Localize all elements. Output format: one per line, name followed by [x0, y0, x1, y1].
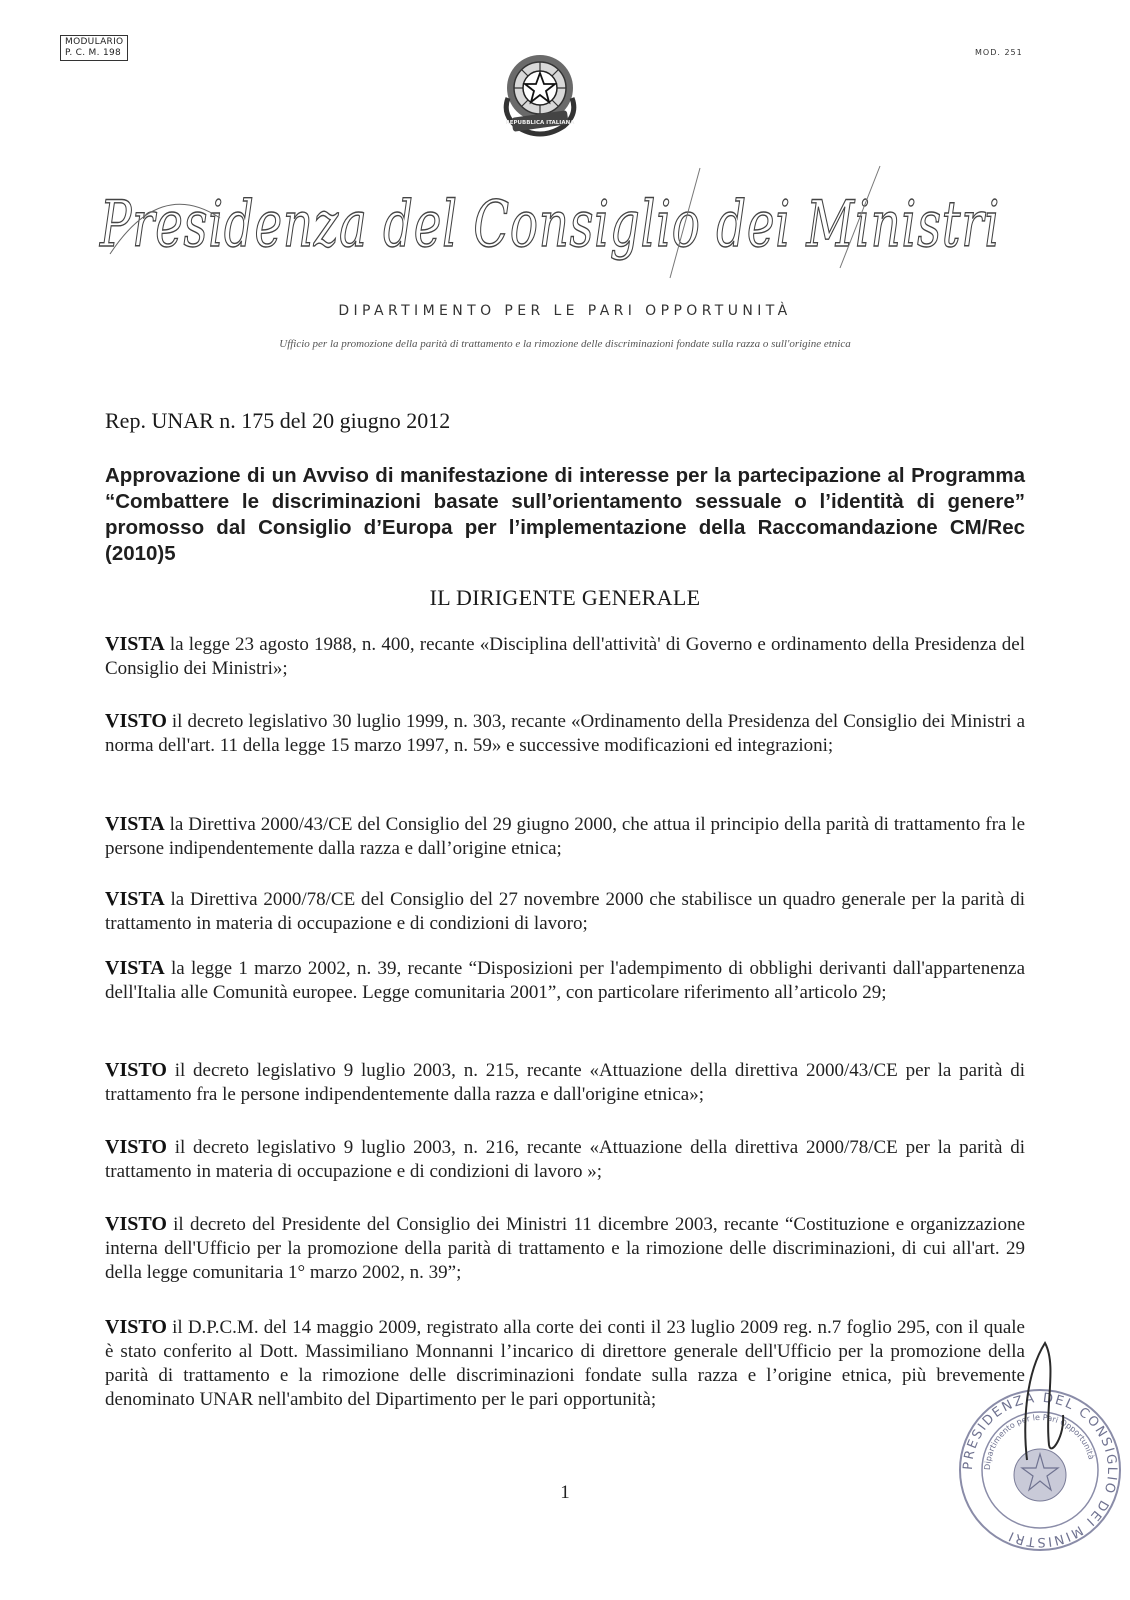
- modulario-box: [60, 35, 128, 61]
- paragraph-text: la Direttiva 2000/78/CE del Consiglio del 27 novembre 2000 che stabilisce un quadro generale per la parità di trattamento in materia di occupazione e di condizioni di lavoro;: [105, 889, 1026, 934]
- paragraph-lead: VISTO: [105, 1213, 167, 1235]
- italian-republic-emblem-icon: [498, 48, 582, 144]
- page-number: 1: [560, 1482, 570, 1503]
- paragraph: [105, 1212, 1025, 1285]
- paragraph: [105, 956, 1025, 1005]
- paragraph-text: la legge 1 marzo 2002, n. 39, recante “Disposizioni per l'adempimento di obblighi derivanti dall'appartenenza dell'Italia alle Comunità europee. Legge comunitaria 2001”, con particolare riferimento all’articolo 29;: [105, 958, 1025, 1003]
- paragraph-lead: VISTA: [105, 957, 165, 979]
- paragraph: [105, 1135, 1025, 1184]
- paragraph-text: il decreto legislativo 9 luglio 2003, n. 216, recante «Attuazione della direttiva 2000/78/CE per la parità di trattamento in materia di occupazione e di condizioni di lavoro »;: [105, 1137, 1025, 1182]
- paragraph-text: la legge 23 agosto 1988, n. 400, recante «Disciplina dell'attività' di Governo e ordinamento della Presidenza del Consiglio dei Ministri»;: [105, 634, 1026, 679]
- emblem-ribbon-text: REPUBBLICA ITALIANA: [505, 120, 575, 126]
- paragraph-text: la Direttiva 2000/43/CE del Consiglio del 29 giugno 2000, che attua il principio della parità di trattamento fra le persone indipendentemente dalla razza e dall’origine etnica;: [105, 814, 1026, 859]
- document-heading: IL DIRIGENTE GENERALE: [429, 585, 701, 610]
- paragraph-lead: VISTA: [105, 813, 165, 835]
- paragraph-text: il decreto del Presidente del Consiglio dei Ministri 11 dicembre 2003, recante “Costituzione e organizzazione interna dell'Ufficio per la promozione della parità di trattamento e la rimozione delle discriminazioni, di cui all'art. 29 della legge comunitaria 1° marzo 2002, n. 39”;: [105, 1214, 1026, 1283]
- paragraph: [105, 887, 1025, 936]
- department-name: DIPARTIMENTO PER LE PARI OPPORTUNITÀ: [338, 303, 792, 319]
- script-title-text: Presidenza del Consiglio dei Ministri: [99, 188, 1001, 262]
- paragraph-lead: VISTO: [105, 1059, 167, 1081]
- paragraph-lead: VISTO: [105, 1316, 167, 1338]
- paragraph: [105, 1058, 1025, 1107]
- modulario-code: P. C. M. 198: [65, 48, 122, 58]
- paragraph-lead: VISTO: [105, 710, 167, 732]
- reference-number: Rep. UNAR n. 175 del 20 giugno 2012: [105, 408, 451, 433]
- signature-icon: [1005, 1335, 1085, 1465]
- modulario-label: MODULARIO: [65, 37, 124, 47]
- mod-code: MOD. 251: [975, 48, 1023, 57]
- presidency-script-title: [80, 158, 1020, 290]
- paragraph-text: il decreto legislativo 30 luglio 1999, n. 303, recante «Ordinamento della Presidenza del Consiglio dei Ministri a norma dell'art. 11 della legge 15 marzo 1997, n. 59» e successive modificazioni ed integrazioni;: [105, 711, 1026, 756]
- paragraph-lead: VISTO: [105, 1136, 167, 1158]
- office-name: Ufficio per la promozione della parità di trattamento e la rimozione delle discriminazioni fondate sulla razza o sull'origine etnica: [279, 338, 851, 350]
- paragraph: [105, 632, 1025, 681]
- paragraph-text: il D.P.C.M. del 14 maggio 2009, registrato alla corte dei conti il 23 luglio 2009 reg. n.7 foglio 295, con il quale è stato conferito al Dott. Massimiliano Monnanni l’incarico di direttore generale dell'Ufficio per la promozione della parità di trattamento e la rimozione delle discriminazioni fondate sulla razza e l’origine etnica, più brevemente denominato UNAR nell'ambito del Dipartimento per le pari opportunità;: [105, 1317, 1025, 1410]
- paragraph: [105, 812, 1025, 861]
- stamp-outer-text: PRESIDENZA DEL CONSIGLIO DEI MINISTRI: [960, 1390, 1120, 1550]
- paragraph: [105, 709, 1025, 758]
- paragraph-lead: VISTA: [105, 888, 165, 910]
- paragraph: [105, 1315, 1025, 1412]
- paragraph-text: il decreto legislativo 9 luglio 2003, n. 215, recante «Attuazione della direttiva 2000/43/CE per la parità di trattamento fra le persone indipendentemente dalla razza e dall'origine etnica»;: [105, 1060, 1025, 1105]
- document-subject: Approvazione di un Avviso di manifestazione di interesse per la partecipazione al Programma “Combattere le discriminazioni basate sull’orientamento sessuale o l’identità di genere” promosso dal Consiglio d’Europa per l’implementazione della Raccomandazione CM/Rec (2010)5: [105, 464, 1025, 565]
- stamp-inner-text: Dipartimento per le Pari Opportunità: [982, 1412, 1096, 1471]
- paragraph-lead: VISTA: [105, 633, 165, 655]
